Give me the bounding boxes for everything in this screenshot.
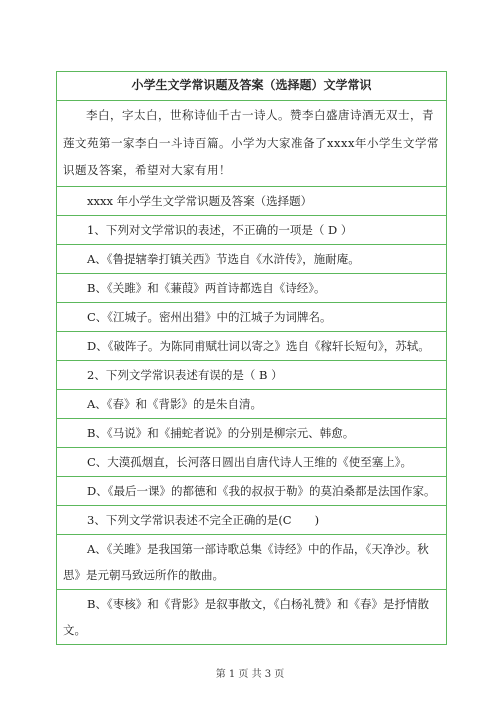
- question-2: 2、下列文学常识表述有误的是（ B ）: [57, 360, 446, 389]
- q2-option-c: C、大漠孤烟直，长河落日圆出自唐代诗人王维的《使至塞上》。: [57, 447, 446, 476]
- q3-option-a-text: A、《关雎》是我国第一部诗歌总集《诗经》中的作品，《天净沙。秋思》是元朝马致远所作的散曲。: [63, 541, 429, 582]
- q2-option-d: D、《最后一课》的都德和《我的叔叔于勒》的莫泊桑都是法国作家。: [57, 476, 446, 505]
- q2-option-b: B、《马说》和《捕蛇者说》的分别是柳宗元、韩愈。: [57, 418, 446, 447]
- q3-option-b: [57, 589, 446, 644]
- q3-option-a: [57, 534, 446, 589]
- q1-option-c: C、《江城子。密州出猎》中的江城子为词牌名。: [57, 302, 446, 331]
- question-3: 3、下列文学常识表述不完全正确的是(C ): [57, 505, 446, 534]
- content-table: [56, 71, 447, 645]
- document-title: 小学生文学常识题及答案（选择题）文学常识: [131, 78, 372, 92]
- q3-option-b-text: B、《枣核》和《背影》是叙事散文，《白杨礼赞》和《春》是抒情散文。: [63, 596, 429, 637]
- intro-paragraph: 李白，字太白，世称诗仙千古一诗人。赞李白盛唐诗酒无双士，青莲文苑第一家李白一斗诗百篇。小学为大家准备了xxxx年小学生文学常识题及答案，希望对大家有用！: [57, 100, 446, 186]
- q2-option-a: A、《春》和《背影》的是朱自清。: [57, 389, 446, 418]
- q1-option-b: B、《关雎》和《蒹葭》两首诗都选自《诗经》。: [57, 273, 446, 302]
- question-1: 1、下列对文学常识的表述，不正确的一项是（ D ）: [57, 215, 446, 244]
- q1-option-d: D、《破阵子。为陈同甫赋壮词以寄之》选自《稼轩长短句》，苏轼。: [57, 331, 446, 360]
- page-footer: 第 1 页 共 3 页: [215, 669, 285, 680]
- section-subtitle: xxxx 年小学生文学常识题及答案（选择题）: [57, 186, 446, 215]
- q1-option-a: A、《鲁提辖拳打镇关西》节选自《水浒传》，施耐庵。: [57, 244, 446, 273]
